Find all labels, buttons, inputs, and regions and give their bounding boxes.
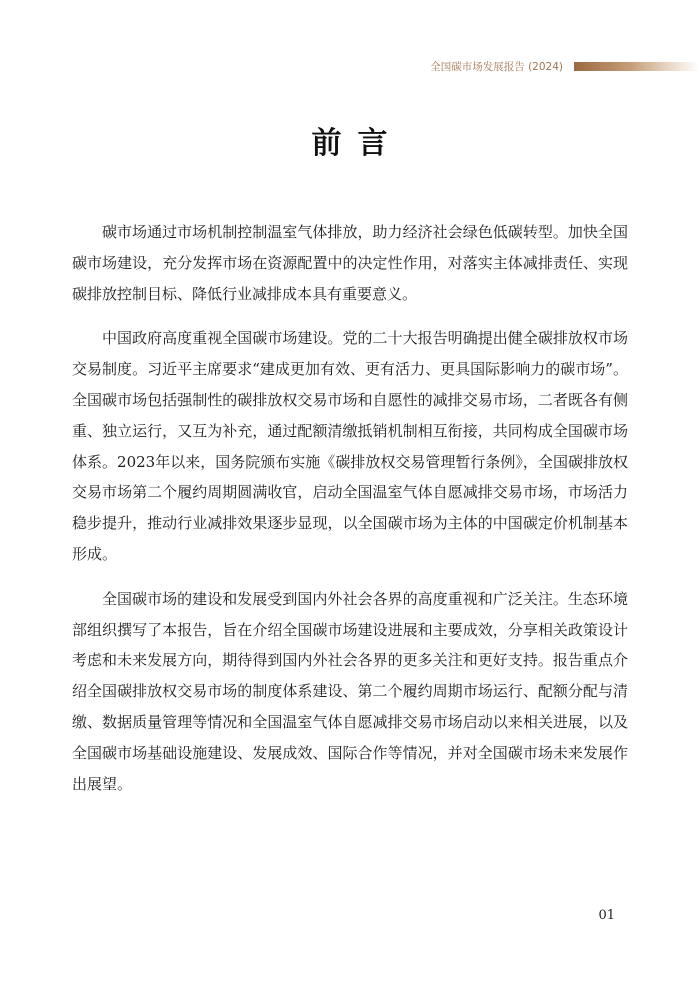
- paragraph-1: 碳市场通过市场机制控制温室气体排放，助力经济社会绿色低碳转型。加快全国碳市场建设，充分发挥市场在资源配置中的决定性作用，对落实主体减排责任、实现碳排放控制目标、降低行业减排成本具有重要意义。: [72, 223, 628, 303]
- page-title: 前言: [311, 126, 404, 161]
- body-text: [72, 217, 628, 813]
- page-number: 01: [598, 908, 615, 923]
- paragraph-2: 中国政府高度重视全国碳市场建设。党的二十大报告明确提出健全碳排放权市场交易制度。习近平主席要求“建成更加有效、更有活力、更具国际影响力的碳市场”。全国碳市场包括强制性的碳排放权交易市场和自愿性的减排交易市场，二者既各有侧重、独立运行，又互为补充，通过配额清缴抵销机制相互衔接，共同构成全国碳市场体系。2023年以来，国务院颁布实施《碳排放权交易管理暂行条例》，全国碳排放权交易市场第二个履约周期圆满收官，启动全国温室气体自愿减排交易市场，市场活力稳步提升，推动行业减排效果逐步显现，以全国碳市场为主体的中国碳定价机制基本形成。: [72, 329, 628, 563]
- running-header-title: 全国碳市场发展报告 (2024): [430, 61, 563, 73]
- header-accent-bar: [574, 62, 699, 71]
- paragraph-3: 全国碳市场的建设和发展受到国内外社会各界的高度重视和广泛关注。生态环境部组织撰写了本报告，旨在介绍全国碳市场建设进展和主要成效，分享相关政策设计考虑和未来发展方向，期待得到国内外社会各界的更多关注和更好支持。报告重点介绍全国碳排放权交易市场的制度体系建设、第二个履约周期市场运行、配额分配与清缴、数据质量管理等情况和全国温室气体自愿减排交易市场启动以来相关进展，以及全国碳市场基础设施建设、发展成效、国际合作等情况，并对全国碳市场未来发展作出展望。: [72, 589, 628, 793]
